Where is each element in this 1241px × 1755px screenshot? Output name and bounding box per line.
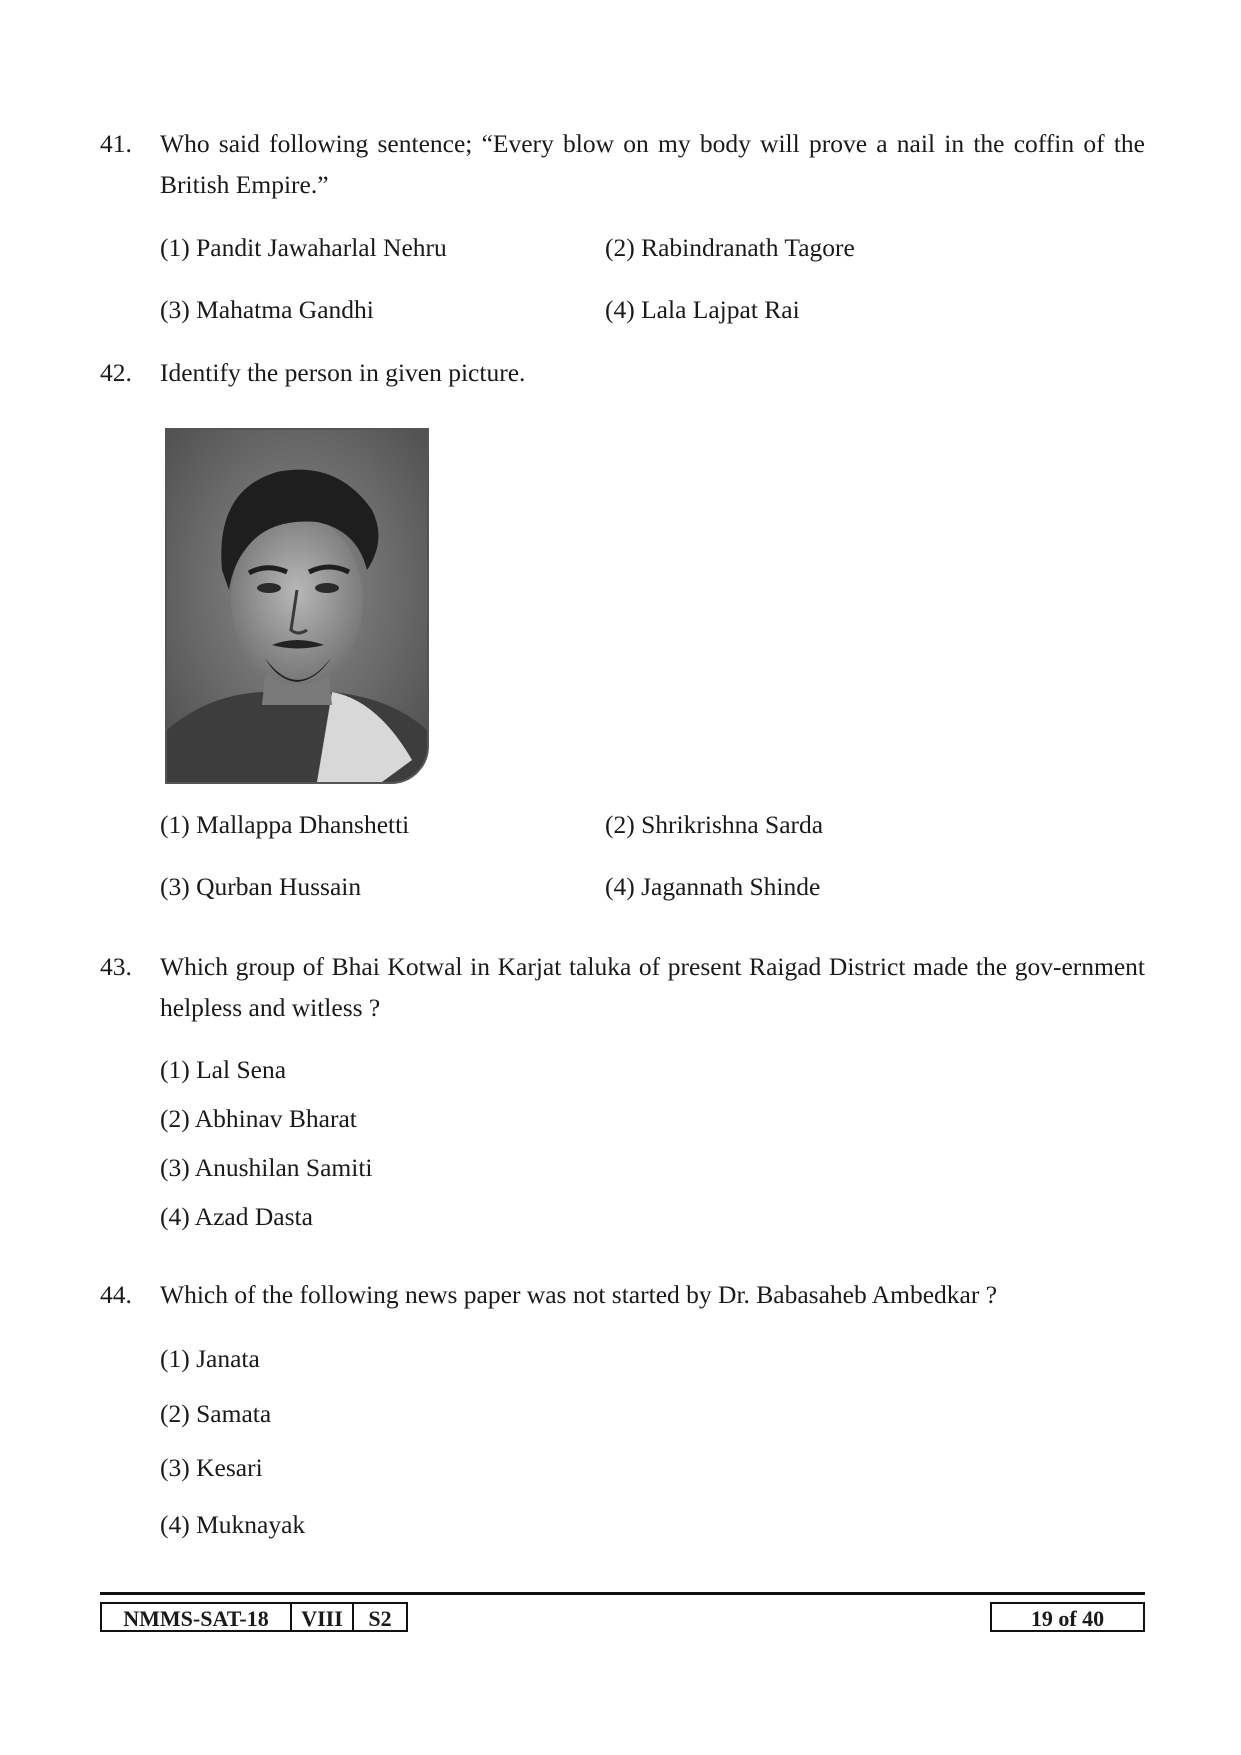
- question-number: 41.: [100, 129, 132, 158]
- option-43-1[interactable]: (1) Lal Sena: [160, 1055, 287, 1084]
- option-41-1[interactable]: (1) Pandit Jawaharlal Nehru: [160, 233, 447, 262]
- question-44: [0, 1274, 1241, 1316]
- portrait-photo: [165, 428, 429, 784]
- option-42-4[interactable]: (4) Jagannath Shinde: [605, 872, 821, 901]
- option-42-1[interactable]: (1) Mallappa Dhanshetti: [160, 810, 410, 839]
- footer-set: S2: [352, 1602, 408, 1632]
- option-44-4[interactable]: (4) Muknayak: [160, 1510, 306, 1539]
- footer-rule: [100, 1592, 1145, 1595]
- option-43-4[interactable]: (4) Azad Dasta: [160, 1202, 313, 1231]
- option-44-1[interactable]: (1) Janata: [160, 1344, 260, 1373]
- footer-class: VIII: [290, 1602, 354, 1632]
- option-42-3[interactable]: (3) Qurban Hussain: [160, 872, 362, 901]
- question-text: Who said following sentence; “Every blow on my body will prove a nail in the coffin of the British Empire.”: [160, 129, 1145, 199]
- option-41-4[interactable]: (4) Lala Lajpat Rai: [605, 295, 800, 324]
- question-number: 43.: [100, 952, 132, 981]
- question-42: [0, 352, 1241, 394]
- question-text: Which of the following news paper was not started by Dr. Babasaheb Ambedkar ?: [160, 1280, 998, 1309]
- option-42-2[interactable]: (2) Shrikrishna Sarda: [605, 810, 824, 839]
- footer-page-number: 19 of 40: [990, 1602, 1145, 1632]
- option-41-3[interactable]: (3) Mahatma Gandhi: [160, 295, 374, 324]
- portrait-illustration: [167, 430, 427, 782]
- question-43: [0, 946, 1241, 1030]
- question-number: 44.: [100, 1280, 132, 1309]
- question-text: Which group of Bhai Kotwal in Karjat taluka of present Raigad District made the gov-ernment helpless and witless ?: [160, 952, 1145, 1022]
- question-number: 42.: [100, 358, 132, 387]
- option-41-2[interactable]: (2) Rabindranath Tagore: [605, 233, 855, 262]
- option-43-3[interactable]: (3) Anushilan Samiti: [160, 1153, 373, 1182]
- footer-exam-code: NMMS-SAT-18: [100, 1602, 292, 1632]
- option-44-2[interactable]: (2) Samata: [160, 1399, 272, 1428]
- option-43-2[interactable]: (2) Abhinav Bharat: [160, 1104, 357, 1133]
- question-text: Identify the person in given picture.: [160, 358, 526, 387]
- question-41: [0, 123, 1241, 207]
- option-44-3[interactable]: (3) Kesari: [160, 1453, 263, 1482]
